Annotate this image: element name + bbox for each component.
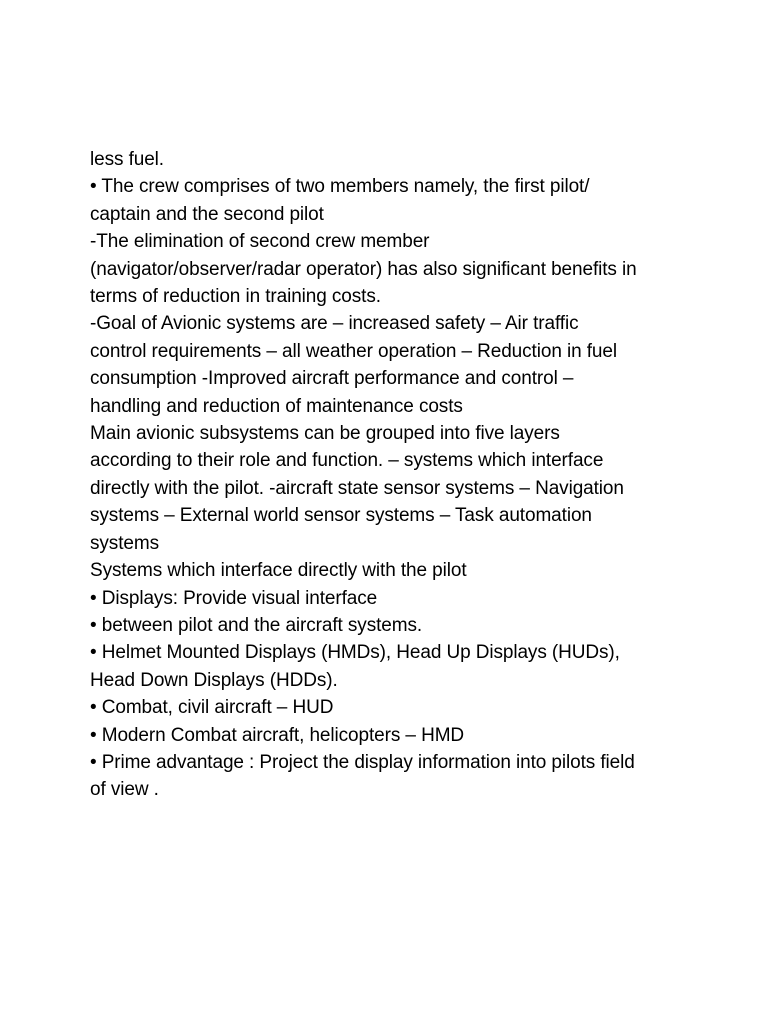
text-line: handling and reduction of maintenance costs bbox=[90, 395, 463, 417]
text-line: • Displays: Provide visual interface bbox=[90, 587, 378, 609]
text-line: Head Down Displays (HDDs). bbox=[90, 669, 338, 691]
text-line: • Helmet Mounted Displays (HMDs), Head Up Displays (HUDs), bbox=[90, 642, 620, 664]
text-line: systems bbox=[90, 532, 159, 554]
text-line: terms of reduction in training costs. bbox=[90, 286, 381, 308]
body-text bbox=[90, 146, 690, 804]
text-line: • The crew comprises of two members namely, the first pilot/ bbox=[90, 176, 590, 198]
text-line: consumption -Improved aircraft performance and control – bbox=[90, 368, 574, 390]
text-line: less fuel. bbox=[90, 149, 164, 170]
text-line: (navigator/observer/radar operator) has also significant benefits in bbox=[90, 258, 637, 280]
text-line: captain and the second pilot bbox=[90, 203, 324, 225]
text-line: Main avionic subsystems can be grouped into five layers bbox=[90, 423, 560, 445]
text-line: • Combat, civil aircraft – HUD bbox=[90, 697, 334, 719]
text-line: • Prime advantage : Project the display information into pilots field bbox=[90, 751, 635, 773]
text-line: systems – External world sensor systems – Task automation bbox=[90, 505, 592, 527]
text-line: according to their role and function. – systems which interface bbox=[90, 450, 604, 472]
text-line: control requirements – all weather operation – Reduction in fuel bbox=[90, 340, 617, 362]
text-line: directly with the pilot. -aircraft state sensor systems – Navigation bbox=[90, 477, 624, 499]
text-line: Systems which interface directly with the pilot bbox=[90, 560, 467, 582]
text-line: -The elimination of second crew member bbox=[90, 231, 430, 253]
text-line: -Goal of Avionic systems are – increased safety – Air traffic bbox=[90, 313, 579, 335]
text-line: • between pilot and the aircraft systems. bbox=[90, 614, 423, 636]
text-line: • Modern Combat aircraft, helicopters – HMD bbox=[90, 724, 465, 746]
text-line: of view . bbox=[90, 779, 159, 801]
